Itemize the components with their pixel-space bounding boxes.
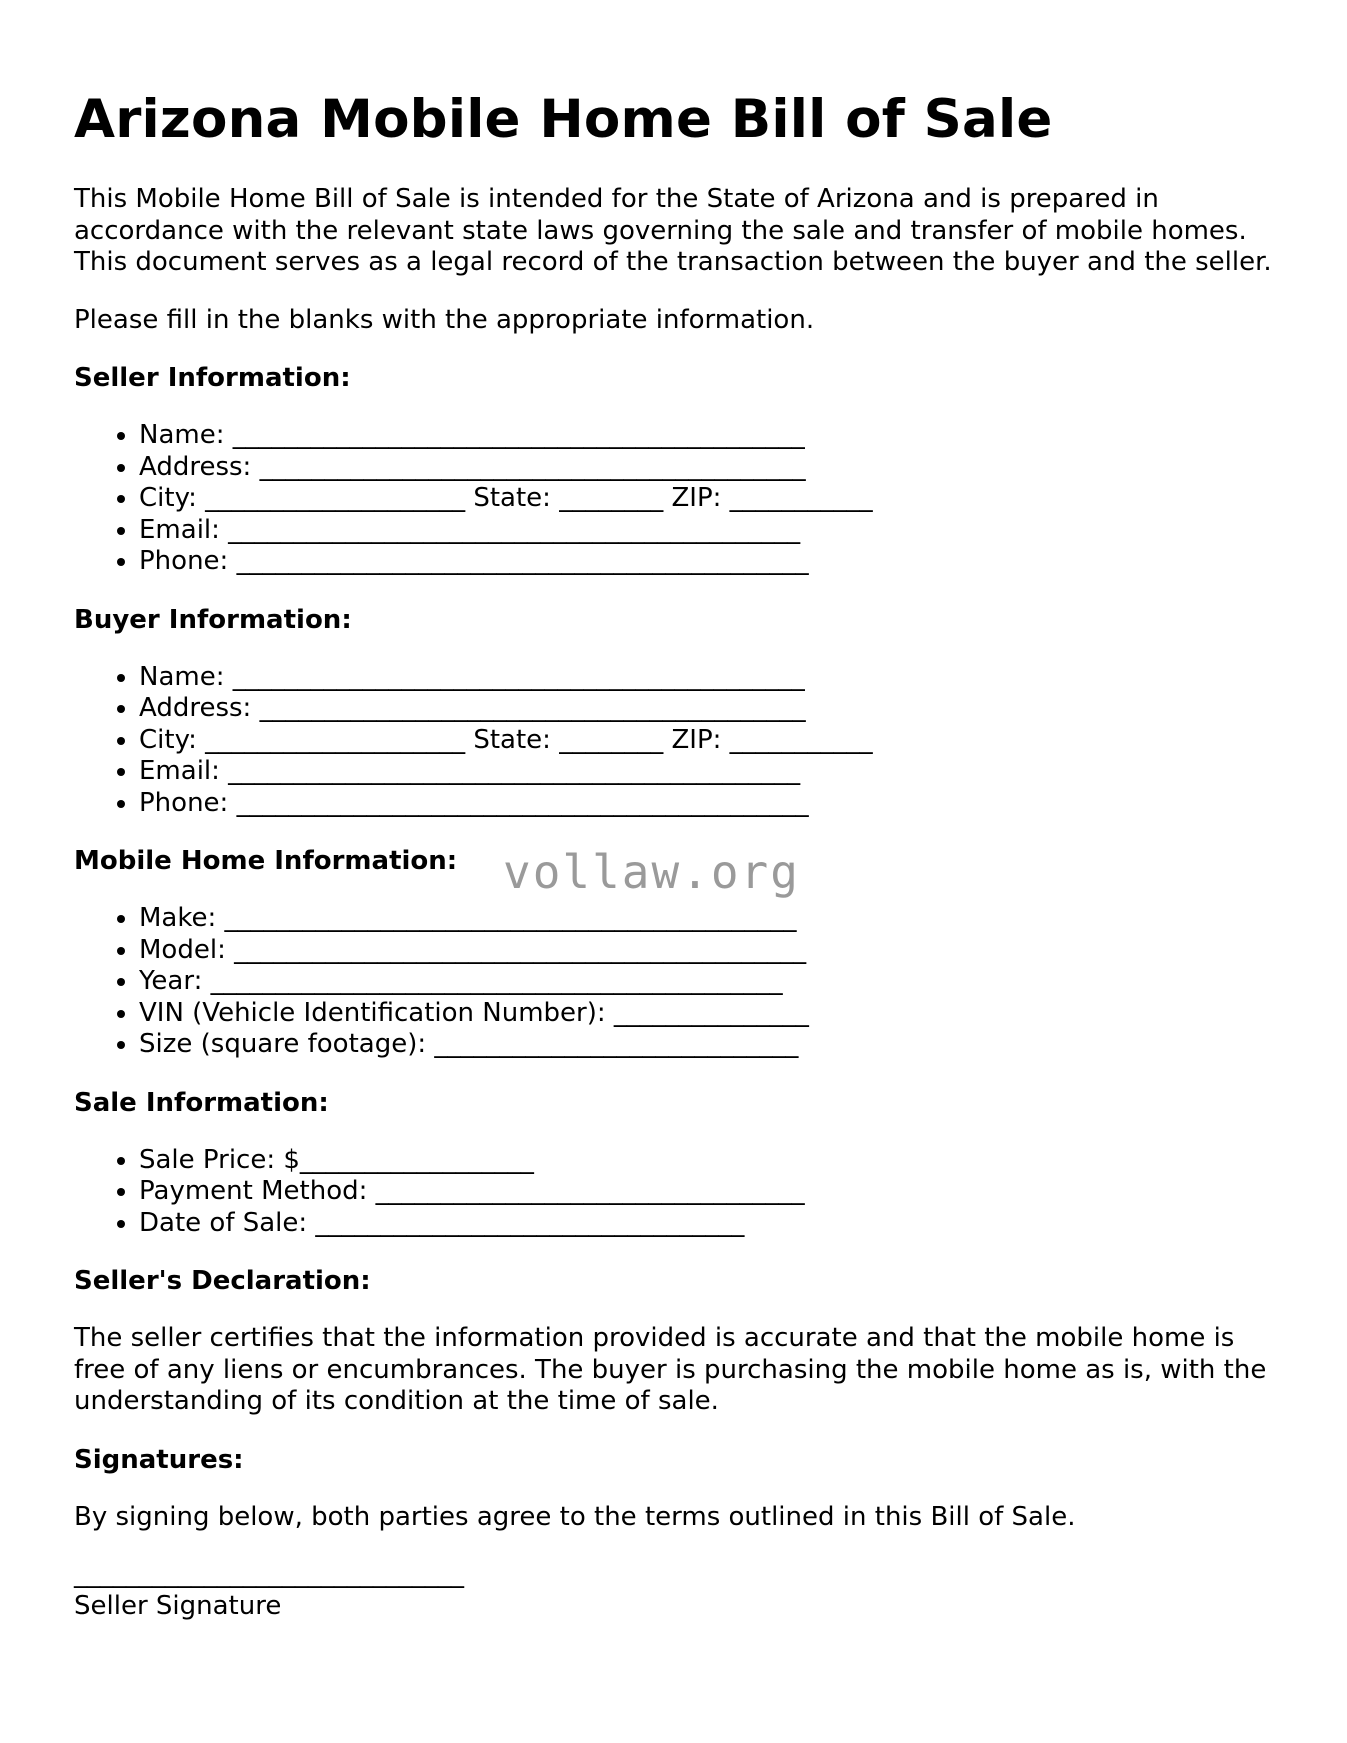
intro-paragraph: This Mobile Home Bill of Sale is intended for the State of Arizona and is prepared in accordance with the relevant state laws governing the sale and transfer of mobile homes. This document serves as a legal record of the transaction between the buyer and the seller. bbox=[74, 184, 1272, 277]
signatures-paragraph: By signing below, both parties agree to the terms outlined in this Bill of Sale. bbox=[74, 1501, 1076, 1532]
watermark-text: vollaw.org bbox=[503, 845, 800, 899]
buyer-information-list bbox=[74, 662, 1274, 820]
sellers-declaration-heading: Seller's Declaration: bbox=[74, 1266, 371, 1296]
make-field[interactable]: • Make: ____________________________________________ bbox=[139, 903, 1274, 935]
buyer-information-heading: Buyer Information: bbox=[74, 604, 352, 635]
seller-signature-label: Seller Signature bbox=[74, 1590, 282, 1621]
sale-information-heading: Sale Information: bbox=[74, 1087, 329, 1118]
instructions-paragraph: Please fill in the blanks with the appropriate information. bbox=[74, 304, 815, 335]
vin-field[interactable]: • VIN (Vehicle Identification Number): _______________ bbox=[139, 998, 1274, 1030]
declaration-paragraph: The seller certifies that the information provided is accurate and that the mobile home is free of any liens or encumbrances. The buyer is purchasing the mobile home as is, with the understanding of its condition at the time of sale. bbox=[74, 1323, 1267, 1416]
seller-email-field[interactable]: • Email: ____________________________________________ bbox=[139, 515, 1274, 547]
seller-city-state-zip-field[interactable]: • City: ____________________ State: ________ ZIP: ___________ bbox=[139, 483, 1274, 515]
mobile-home-information-heading: Mobile Home Information: bbox=[74, 846, 458, 876]
signatures-heading: Signatures: bbox=[74, 1444, 244, 1475]
payment-method-field[interactable]: • Payment Method: _________________________________ bbox=[139, 1176, 1274, 1208]
buyer-city-state-zip-field[interactable]: • City: ____________________ State: ________ ZIP: ___________ bbox=[139, 725, 1274, 757]
sale-information-list bbox=[74, 1145, 1274, 1240]
sale-price-field[interactable]: • Sale Price: $__________________ bbox=[139, 1145, 1274, 1177]
mobile-home-information-list bbox=[74, 903, 1274, 1061]
seller-address-field[interactable]: • Address: __________________________________________ bbox=[139, 452, 1274, 484]
seller-signature-line[interactable]: ______________________________ bbox=[74, 1559, 464, 1589]
buyer-phone-field[interactable]: • Phone: ____________________________________________ bbox=[139, 788, 1274, 820]
buyer-address-field[interactable]: • Address: __________________________________________ bbox=[139, 693, 1274, 725]
model-field[interactable]: • Model: ____________________________________________ bbox=[139, 935, 1274, 967]
seller-phone-field[interactable]: • Phone: ____________________________________________ bbox=[139, 546, 1274, 578]
seller-information-heading: Seller Information: bbox=[74, 363, 351, 393]
size-field[interactable]: • Size (square footage): ____________________________ bbox=[139, 1029, 1274, 1061]
seller-name-field[interactable]: • Name: ____________________________________________ bbox=[139, 420, 1274, 452]
buyer-email-field[interactable]: • Email: ____________________________________________ bbox=[139, 756, 1274, 788]
buyer-name-field[interactable]: • Name: ____________________________________________ bbox=[139, 662, 1274, 694]
document-title: Arizona Mobile Home Bill of Sale bbox=[74, 89, 1053, 150]
date-of-sale-field[interactable]: • Date of Sale: _________________________________ bbox=[139, 1208, 1274, 1240]
seller-information-list bbox=[74, 420, 1274, 578]
year-field[interactable]: • Year: ____________________________________________ bbox=[139, 966, 1274, 998]
document-page bbox=[74, 88, 1274, 1622]
